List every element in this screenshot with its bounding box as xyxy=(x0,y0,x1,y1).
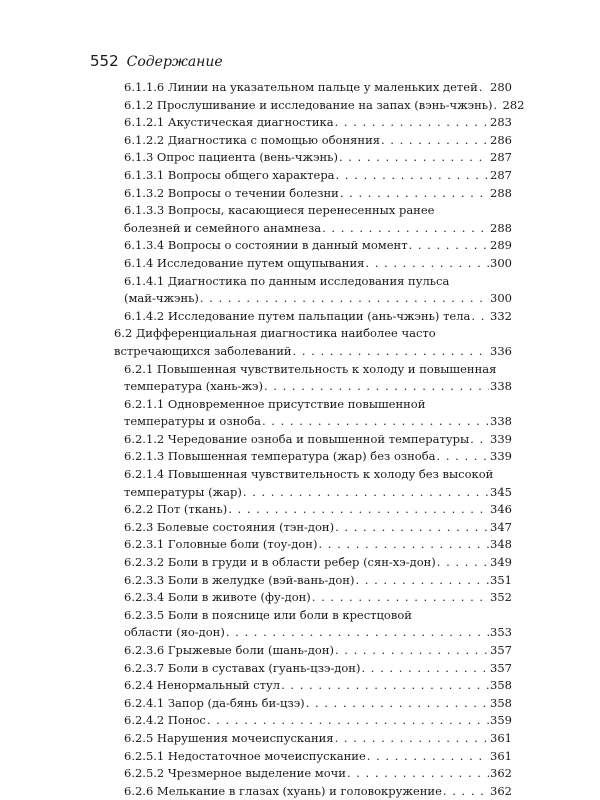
dot-leader xyxy=(335,642,489,660)
toc-entry xyxy=(104,677,512,695)
toc-line xyxy=(124,308,512,326)
dot-leader xyxy=(318,536,489,554)
toc-page-number: 357 xyxy=(490,643,512,657)
toc-entry xyxy=(104,132,512,150)
toc-entry xyxy=(104,273,512,308)
toc-line xyxy=(124,413,512,431)
toc-entry xyxy=(104,114,512,132)
toc-entry-text: температура (хань-жэ) xyxy=(124,379,263,394)
toc-page-number: 347 xyxy=(490,519,512,534)
toc-entry xyxy=(104,361,512,396)
dot-leader xyxy=(226,624,489,642)
toc-entry-text: 6.1.3.4 Вопросы о состоянии в данный момент xyxy=(124,238,408,253)
toc-entry xyxy=(104,448,512,466)
toc-page-number: 288 xyxy=(490,185,512,200)
toc-page-number: 339 xyxy=(490,431,512,446)
toc-entry xyxy=(104,431,512,449)
toc-page-number: 283 xyxy=(490,115,512,130)
toc-page-number: 345 xyxy=(490,484,512,499)
dot-leader xyxy=(494,97,502,115)
toc-line xyxy=(124,97,525,115)
toc-entry xyxy=(104,466,512,501)
dot-leader xyxy=(293,343,490,361)
toc-line xyxy=(124,677,512,695)
toc-entry-text: 6.2.1.1 Одновременное присутствие повышенной xyxy=(124,396,426,411)
dot-leader xyxy=(335,519,489,537)
toc-entry-text: болезней и семейного анамнеза xyxy=(124,220,322,235)
toc-line xyxy=(114,343,512,361)
toc-line xyxy=(124,255,512,273)
toc-entry-text: 6.2.3.7 Боли в суставах (гуань-цзэ-дон) xyxy=(124,660,361,675)
toc-entry-text: 6.1.3.2 Вопросы о течении болезни xyxy=(124,185,339,200)
toc-entry xyxy=(104,396,512,431)
toc-line xyxy=(124,290,512,308)
dot-leader xyxy=(281,677,489,695)
toc-entry xyxy=(104,519,512,537)
toc-entry-text: 6.2.4.2 Понос xyxy=(124,713,206,728)
toc-entry-text: 6.1.4.1 Диагностика по данным исследования пульса xyxy=(124,273,450,288)
dot-leader xyxy=(409,237,489,255)
toc-entry xyxy=(104,167,512,185)
toc-entry-text: 6.2.5 Нарушения мочеиспускания xyxy=(124,730,334,745)
toc-entry-text: 6.2.3.5 Боли в пояснице или боли в крестцовой xyxy=(124,607,412,622)
dot-leader xyxy=(306,695,489,713)
toc-line xyxy=(124,220,512,238)
toc-line xyxy=(124,185,512,203)
toc-entry-text: 6.1.3.1 Вопросы общего характера xyxy=(124,167,335,182)
toc-page-number: 349 xyxy=(490,555,512,570)
dot-leader xyxy=(367,748,489,766)
toc-line xyxy=(124,378,512,396)
toc-entry xyxy=(104,554,512,572)
toc-page-number: 338 xyxy=(490,379,512,394)
dot-leader xyxy=(243,484,489,502)
dot-leader xyxy=(207,712,489,730)
toc-entry xyxy=(104,748,512,766)
toc-entry-text: 6.2.5.1 Недостаточное мочеиспускание xyxy=(124,748,366,763)
dot-leader xyxy=(228,501,489,519)
page-header xyxy=(90,52,223,71)
toc-entry xyxy=(104,589,512,607)
toc-page-number: 358 xyxy=(490,695,512,710)
dot-leader xyxy=(471,308,489,326)
toc-line xyxy=(124,642,512,660)
toc-entry-text: 6.2.5.2 Чрезмерное выделение мочи xyxy=(124,766,346,781)
toc-page-number: 282 xyxy=(502,97,525,112)
toc-entry-text: 6.2.4 Ненормальный стул xyxy=(124,678,281,693)
toc-page-number: 357 xyxy=(490,660,512,675)
toc-entry xyxy=(104,765,512,783)
dot-leader xyxy=(339,149,489,167)
toc-page-number: 280 xyxy=(490,80,512,94)
toc-entry-text: 6.2.3.3 Боли в желудке (вэй-вань-дон) xyxy=(124,572,355,587)
toc-entry-text: 6.1.2.2 Диагностика с помощью обоняния xyxy=(124,132,380,147)
toc-entry xyxy=(104,783,512,800)
dot-leader xyxy=(443,783,489,800)
dot-leader xyxy=(264,378,489,396)
toc-entry xyxy=(104,237,512,255)
toc-line xyxy=(124,748,512,766)
toc-page-number: 338 xyxy=(490,414,512,429)
toc-line xyxy=(124,765,512,783)
toc-entry-text: 6.2.4.1 Запор (да-бянь би-цзэ) xyxy=(124,695,305,710)
toc-entry-text: встречающихся заболеваний xyxy=(114,343,292,358)
dot-leader xyxy=(355,572,489,590)
toc-entry xyxy=(104,642,512,660)
toc-entry-text: 6.2.1.4 Повышенная чувствительность к холоду без высокой xyxy=(124,467,494,482)
toc-line xyxy=(124,572,512,590)
toc-entry xyxy=(104,660,512,678)
toc-line xyxy=(124,712,512,730)
toc-entry-text: 6.1.3 Опрос пациента (вень-чжэнь) xyxy=(124,150,338,165)
toc-entry xyxy=(104,255,512,273)
dot-leader xyxy=(347,765,489,783)
toc-page-number: 332 xyxy=(490,308,512,323)
toc-page-number: 336 xyxy=(490,343,512,358)
toc-entry-text: 6.1.4 Исследование путем ощупывания xyxy=(124,255,365,270)
toc-page-number: 300 xyxy=(490,291,512,306)
toc-entry-text: 6.2.1.3 Повышенная температура (жар) без озноба xyxy=(124,449,436,464)
dot-leader xyxy=(322,220,489,238)
dot-leader xyxy=(312,589,489,607)
dot-leader xyxy=(361,660,489,678)
toc-entry xyxy=(104,695,512,713)
toc-entry xyxy=(104,501,512,519)
dot-leader xyxy=(437,448,490,466)
dot-leader xyxy=(340,185,489,203)
dot-leader xyxy=(200,290,489,308)
toc-entry-text: 6.2.1 Повышенная чувствительность к холоду и повышенная xyxy=(124,361,497,376)
dot-leader xyxy=(470,431,489,449)
toc-entry-text: температуры и озноба xyxy=(124,414,261,429)
toc-page-number: 346 xyxy=(490,502,512,517)
toc-entry xyxy=(104,730,512,748)
toc-entry xyxy=(104,712,512,730)
toc-entry-text: 6.1.4.2 Исследование путем пальпации (ань-чжэнь) тела xyxy=(124,308,471,323)
toc-line xyxy=(124,501,512,519)
toc-page-number: 287 xyxy=(490,167,512,182)
toc-entry-text: 6.2 Дифференциальная диагностика наиболее часто xyxy=(114,326,436,341)
toc-entry-text: 6.1.2.1 Акустическая диагностика xyxy=(124,115,334,130)
toc-entry xyxy=(104,97,525,115)
dot-leader xyxy=(381,132,489,150)
toc-entry-text: температуры (жар) xyxy=(124,484,242,499)
toc-entry-text: 6.2.3.4 Боли в животе (фу-дон) xyxy=(124,590,311,605)
toc-line xyxy=(124,431,512,449)
toc-line xyxy=(124,536,512,554)
toc-entry-text: 6.2.3.6 Грыжевые боли (шань-дон) xyxy=(124,643,334,657)
toc-page-number: 362 xyxy=(490,766,512,781)
toc-page-number: 359 xyxy=(490,713,512,728)
toc-entry xyxy=(104,325,512,360)
toc-entry-text: 6.1.1.6 Линии на указательном пальце у маленьких детей xyxy=(124,80,478,94)
toc-line xyxy=(124,448,512,466)
toc-page-number: 300 xyxy=(490,255,512,270)
toc-entry-text: 6.1.2 Прослушивание и исследование на запах (вэнь-чжэнь) xyxy=(124,97,493,112)
page-number: 552 xyxy=(90,52,119,70)
toc-line xyxy=(124,167,512,185)
toc-line xyxy=(124,237,512,255)
toc-page-number: 358 xyxy=(490,678,512,693)
toc-entry xyxy=(104,308,512,326)
dot-leader xyxy=(365,255,489,273)
toc-page-number: 361 xyxy=(490,748,512,763)
toc-line xyxy=(124,149,512,167)
toc-line xyxy=(124,484,512,502)
toc-entry-text: 6.2.3 Болевые состояния (тэн-дон) xyxy=(124,519,335,534)
toc-page-number: 351 xyxy=(490,572,512,587)
running-title: Содержание xyxy=(126,54,223,70)
toc-page-number: 352 xyxy=(490,590,512,605)
toc-line xyxy=(124,695,512,713)
toc-line xyxy=(124,79,512,97)
toc-entry xyxy=(104,149,512,167)
dot-leader xyxy=(336,167,490,185)
toc-page-number: 361 xyxy=(490,730,512,745)
toc-page-number: 289 xyxy=(490,238,512,253)
toc-line xyxy=(124,519,512,537)
toc-entry-text: 6.2.3.1 Головные боли (тоу-дон) xyxy=(124,537,318,552)
table-of-contents xyxy=(104,79,525,800)
toc-page-number: 339 xyxy=(490,449,512,464)
toc-entry-text: 6.1.3.3 Вопросы, касающиеся перенесенных ранее xyxy=(124,203,435,218)
toc-page-number: 287 xyxy=(490,150,512,165)
toc-entry-text: 6.2.6 Мелькание в глазах (хуань) и головокружение xyxy=(124,783,442,798)
toc-page-number: 288 xyxy=(490,220,512,235)
toc-entry xyxy=(104,607,512,642)
dot-leader xyxy=(479,79,489,97)
toc-line xyxy=(124,624,512,642)
toc-line xyxy=(124,660,512,678)
toc-page-number: 348 xyxy=(490,537,512,552)
dot-leader xyxy=(437,554,489,572)
toc-entry-text: 6.2.3.2 Боли в груди и в области ребер (сян-хэ-дон) xyxy=(124,555,436,570)
toc-entry-text: 6.2.2 Пот (ткань) xyxy=(124,502,228,517)
toc-line xyxy=(124,783,512,800)
toc-line xyxy=(124,132,512,150)
toc-entry xyxy=(104,185,512,203)
toc-entry xyxy=(104,79,512,97)
toc-page-number: 286 xyxy=(490,132,512,147)
dot-leader xyxy=(335,114,489,132)
toc-entry-text: 6.2.1.2 Чередование озноба и повышенной температуры xyxy=(124,431,470,446)
toc-entry-text: области (яо-дон) xyxy=(124,625,225,640)
toc-line xyxy=(124,554,512,572)
toc-entry xyxy=(104,572,512,590)
toc-entry-text: (май-чжэнь) xyxy=(124,291,199,306)
toc-page-number: 362 xyxy=(490,783,512,798)
toc-entry xyxy=(104,536,512,554)
toc-entry xyxy=(104,202,512,237)
toc-line xyxy=(124,114,512,132)
toc-page-number: 353 xyxy=(490,625,512,640)
dot-leader xyxy=(262,413,489,431)
toc-line xyxy=(124,730,512,748)
toc-line xyxy=(124,589,512,607)
dot-leader xyxy=(335,730,489,748)
